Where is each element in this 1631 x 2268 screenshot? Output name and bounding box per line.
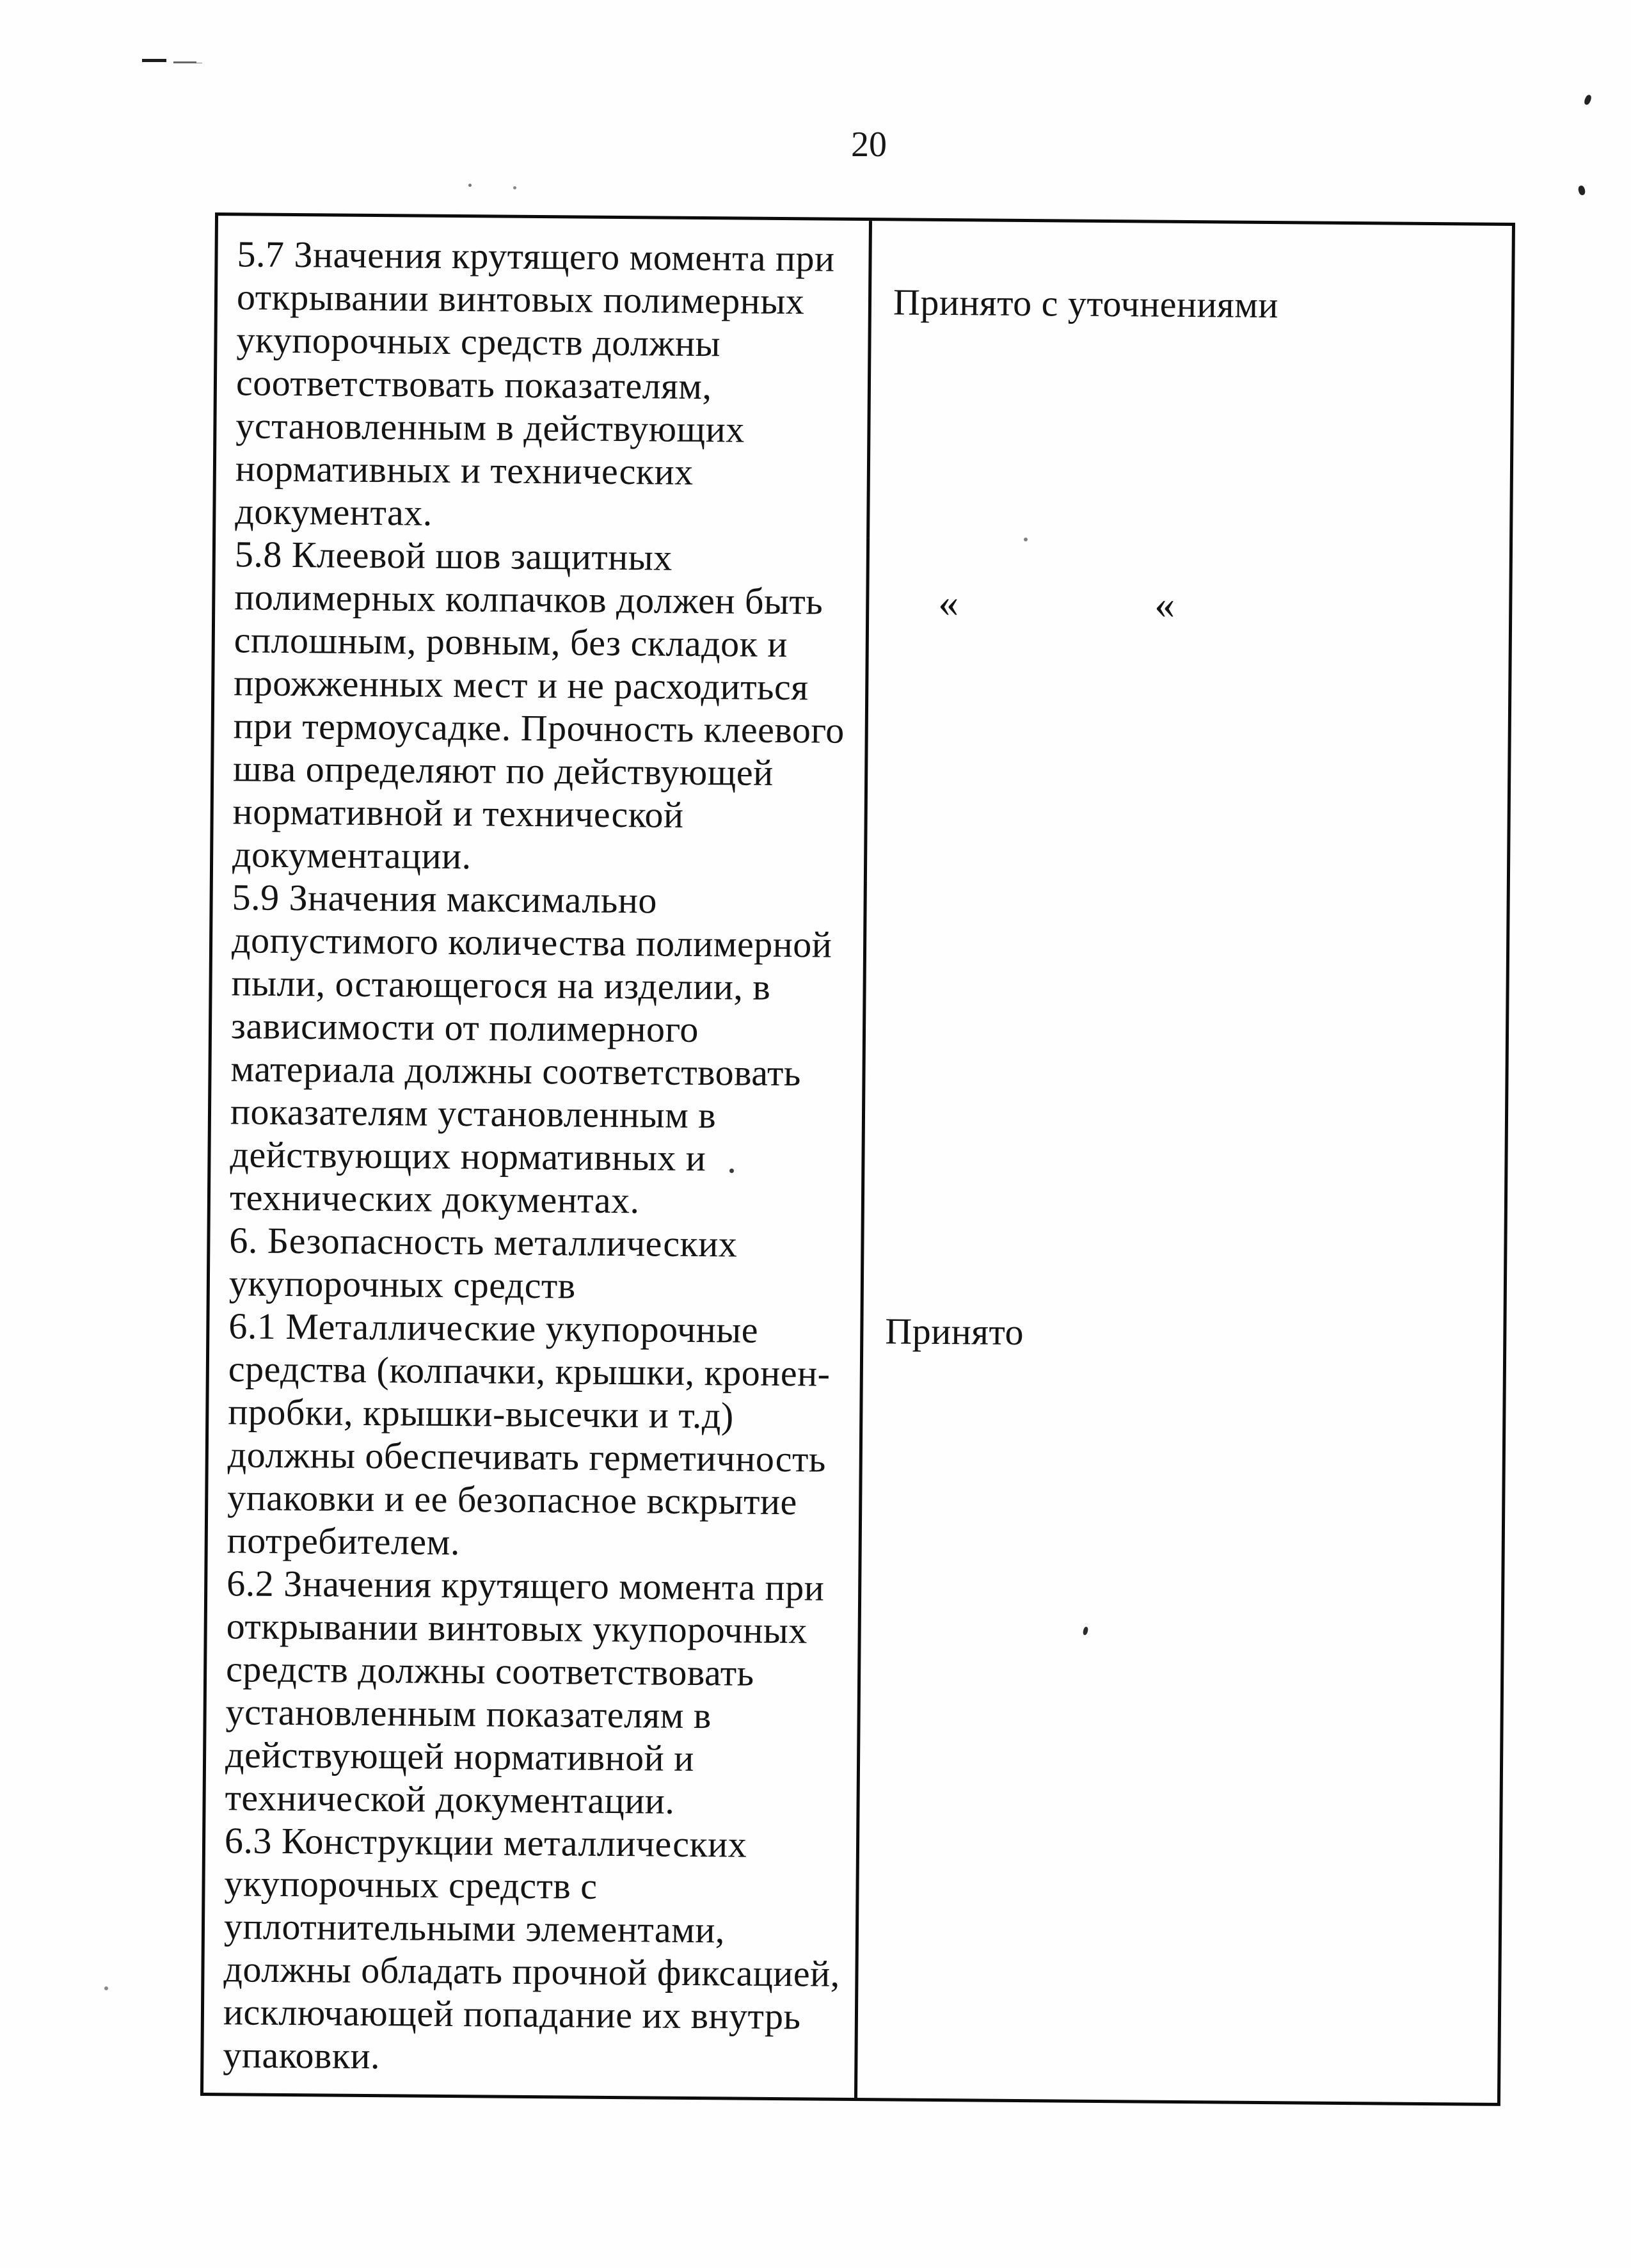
text-line: 6. Безопасность металлических (229, 1219, 738, 1265)
text-line: 6.2 Значения крутящего момента при (226, 1562, 825, 1609)
clause-text (232, 532, 866, 881)
scan-speck (513, 186, 516, 189)
resolution-cell (867, 538, 1509, 886)
text-line: действующих нормативных и (230, 1133, 706, 1179)
resolution-cell (857, 1824, 1499, 2103)
text-line: упаковки и ее безопасное вскрытие (227, 1476, 798, 1523)
text-line: материала должны соответствовать (230, 1048, 802, 1094)
text-line: 5.8 Клеевой шов защитных (234, 533, 673, 579)
text-line: документации. (232, 833, 472, 877)
resolution-cell (861, 1309, 1503, 1572)
table-row-5-7 (216, 216, 1512, 543)
text-line: исключающей попадание их внутрь (223, 1991, 801, 2038)
table-row-6 (210, 1218, 1504, 1314)
text-line: 6.3 Конструкции металлических (224, 1819, 747, 1865)
clause-cell (203, 1819, 859, 2098)
text-line: действующей нормативной и (225, 1734, 695, 1779)
text-line: открывании винтовых укупорочных (226, 1605, 808, 1652)
text-line: 5.7 Значения крутящего момента при (237, 233, 835, 280)
table-row-6-2 (205, 1561, 1501, 1829)
ditto-mark: « (938, 579, 959, 626)
clause-text (229, 1218, 861, 1309)
text-line: технических документах. (229, 1176, 640, 1222)
page-number: 20 (851, 125, 887, 164)
scan-dash-mark (142, 59, 166, 62)
text-line: средства (колпачки, крышки, кронен- (228, 1348, 831, 1394)
resolution-cell (859, 1567, 1501, 1829)
resolution-cell (864, 1224, 1504, 1314)
text-line: полимерных колпачков должен быть (234, 576, 823, 623)
text-line: при термоусадке. Прочность клеевого (233, 705, 845, 751)
text-line: допустимого количества полимерной (231, 919, 832, 966)
text-line: сплошным, ровным, без складок и (234, 619, 788, 666)
text-line: должны обладать прочной фиксацией, (223, 1948, 841, 1995)
clause-cell (211, 875, 867, 1224)
text-line: шва определяют по действующей (232, 747, 774, 794)
table-row-6-3 (203, 1819, 1499, 2103)
clause-text (230, 875, 864, 1224)
scan-speck (1577, 185, 1586, 196)
text-line: показателям установленным в (230, 1090, 717, 1137)
table-row-6-1 (208, 1304, 1504, 1572)
scan-speck (468, 184, 472, 187)
text-line: потребителем. (227, 1519, 461, 1563)
clause-text (223, 1819, 856, 2081)
clause-text (235, 232, 869, 538)
review-table (200, 212, 1515, 2106)
text-line: технической документации. (225, 1777, 675, 1822)
text-line: 5.9 Значения максимально (232, 876, 658, 922)
resolution-text: Принято с уточнениями (893, 281, 1279, 326)
ditto-mark: « (1154, 581, 1175, 627)
clause-cell (208, 1304, 864, 1567)
clause-cell (210, 1218, 864, 1309)
resolution-cell (870, 221, 1512, 543)
ditto-marks (891, 580, 1509, 628)
scan-speck (1583, 94, 1592, 106)
clause-cell (216, 216, 872, 538)
text-line: пыли, остающегося на изделии, в (231, 962, 771, 1008)
text-line: нормативной и технической (232, 790, 684, 836)
clause-text (225, 1561, 858, 1824)
clause-cell (213, 532, 870, 881)
scan-speck (104, 1986, 108, 1990)
text-line: 6.1 Металлические укупорочные (228, 1305, 759, 1351)
table-row-5-8 (213, 532, 1509, 886)
text-line: укупорочных средств (228, 1262, 576, 1307)
resolution-text: Принято (885, 1310, 1024, 1354)
clause-cell (205, 1561, 861, 1824)
text-line: установленным в действующих (235, 404, 745, 451)
text-line: документах. (235, 490, 433, 534)
text-line: укупорочных средств с (224, 1862, 598, 1907)
resolution-cell (864, 881, 1507, 1229)
text-line: уплотнительными элементами, (223, 1905, 726, 1951)
text-line: прожженных мест и не расходиться (234, 662, 809, 708)
text-line: зависимости от полимерного (230, 1005, 699, 1051)
text-line: укупорочных средств должны (236, 319, 721, 365)
text-line: нормативных и технических (235, 447, 694, 493)
text-line: соответствовать показателям, (235, 362, 712, 408)
text-line: должны обеспечивать герметичность (227, 1433, 827, 1480)
text-line: установленным показателям в (225, 1691, 712, 1737)
table-row-5-9 (211, 875, 1507, 1229)
text-line: открывании винтовых полимерных (236, 276, 805, 323)
text-line: пробки, крышки-высечки и т.д) (228, 1391, 735, 1437)
clause-text (227, 1304, 861, 1567)
text-line: средств должны соответствовать (225, 1648, 754, 1694)
text-line: упаковки. (223, 2034, 381, 2077)
